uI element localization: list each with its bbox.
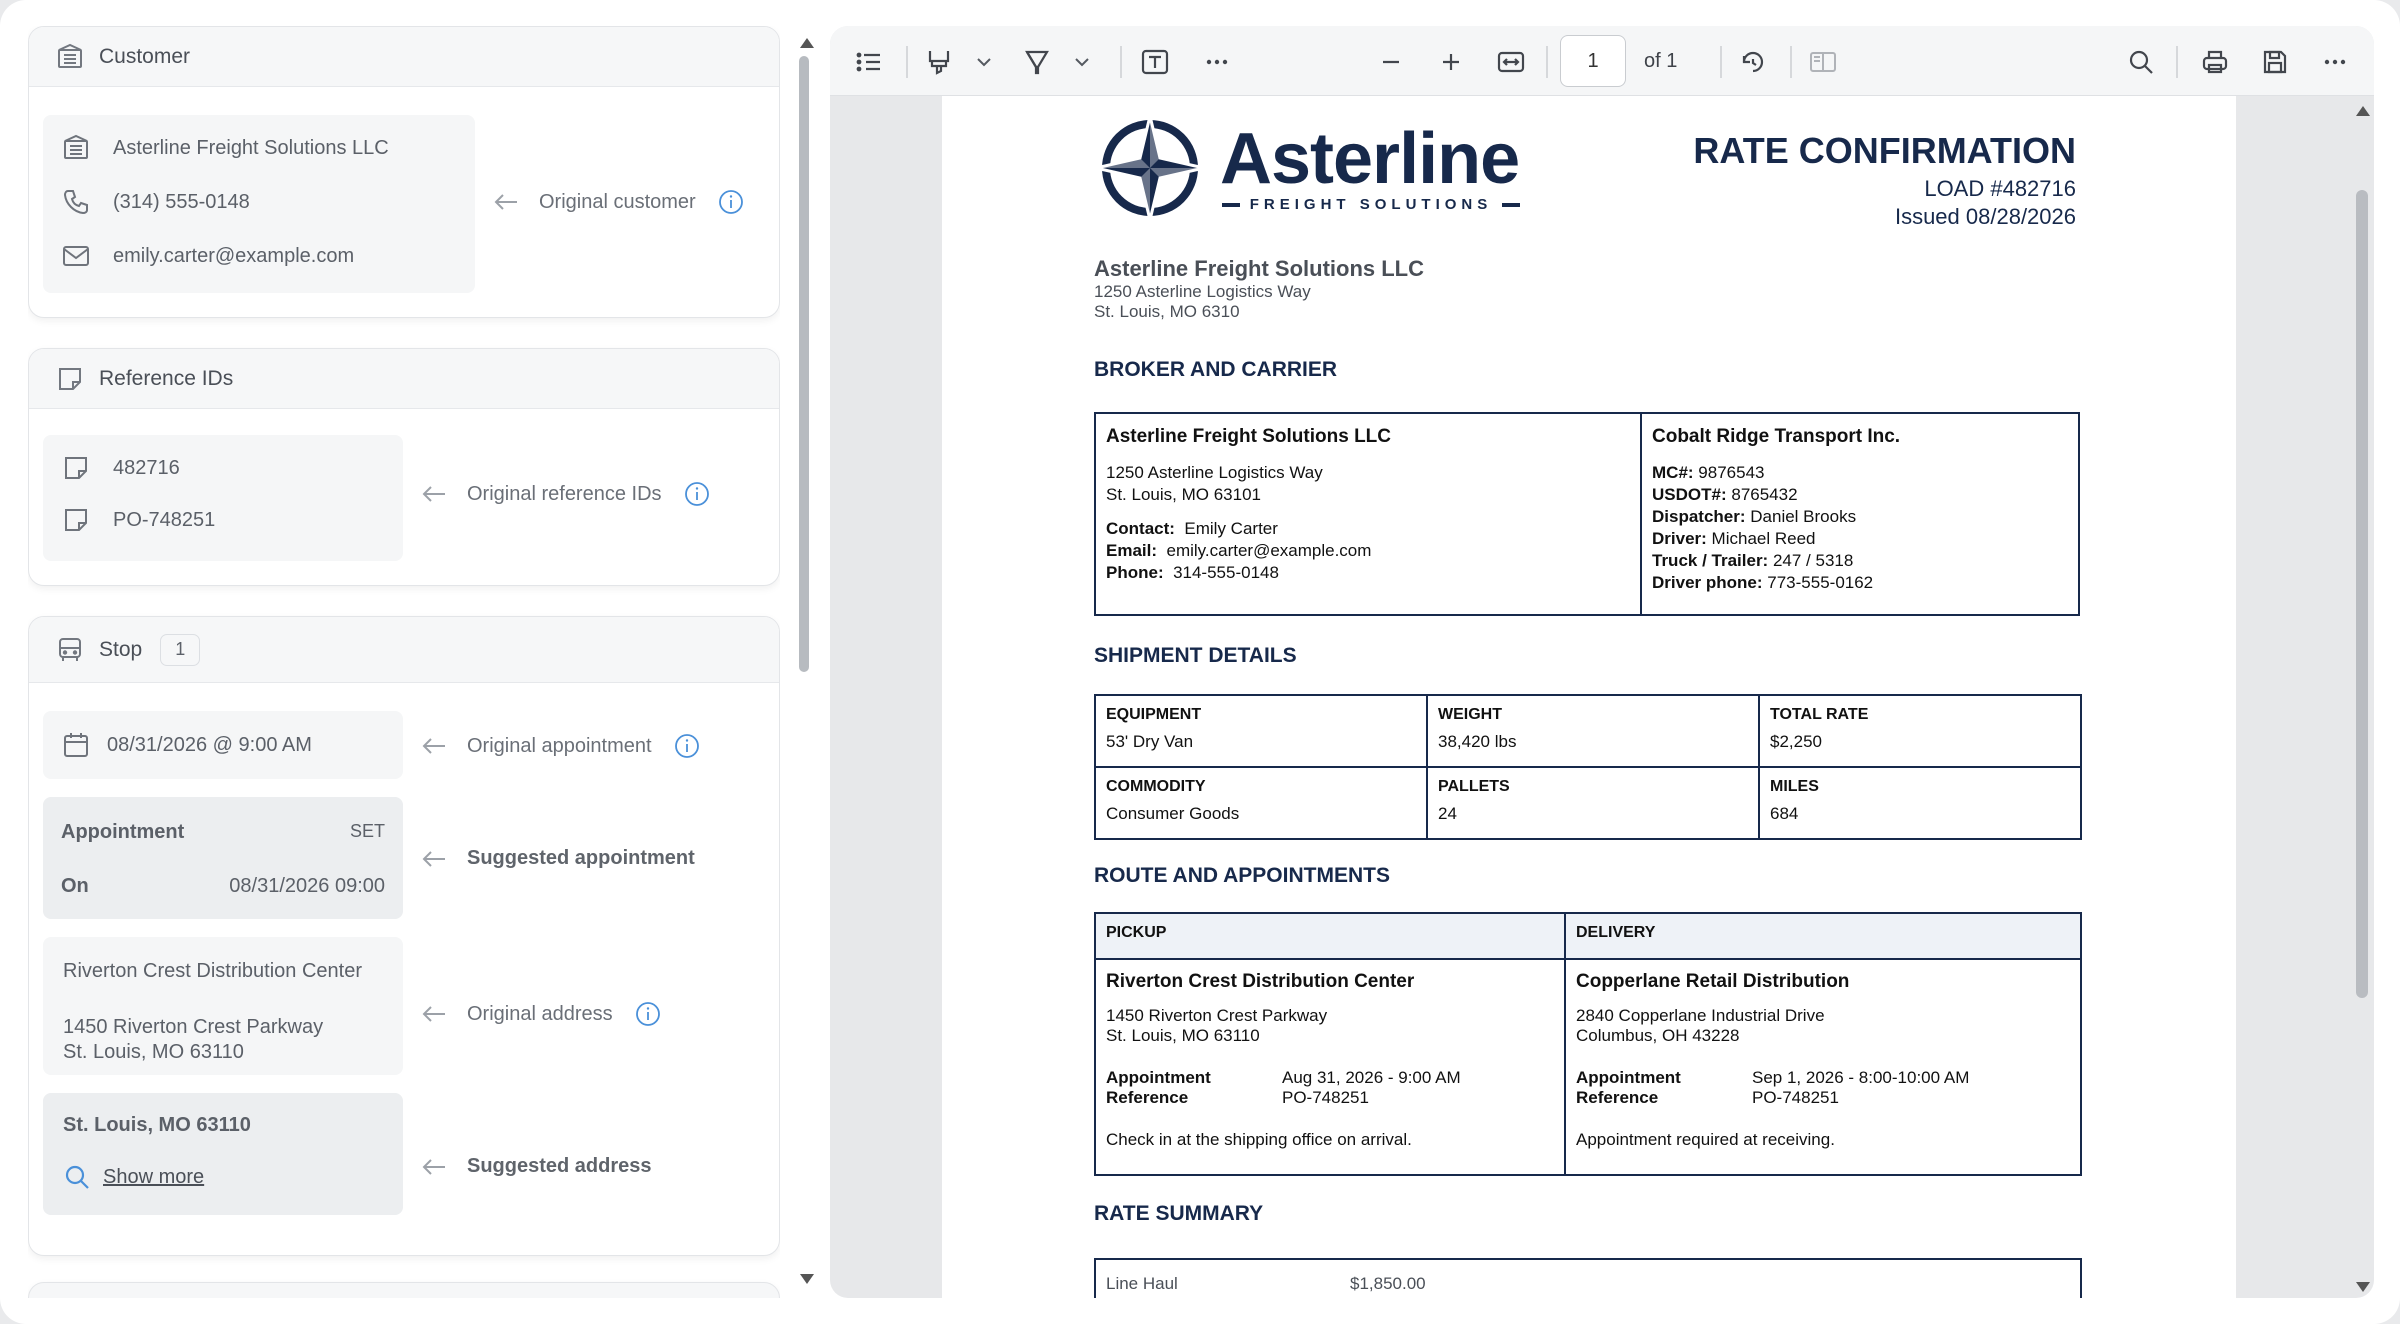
truck-icon — [55, 635, 85, 665]
shipment-cell: COMMODITY Consumer Goods — [1095, 767, 1427, 839]
sticky-note-icon — [61, 453, 91, 483]
reference-id: 482716 — [113, 456, 180, 479]
original-address-line1: 1450 Riverton Crest Parkway — [63, 1016, 324, 1038]
mail-icon — [61, 241, 91, 271]
original-appointment-label: Original appointment — [421, 733, 700, 759]
reference-id-row — [61, 453, 180, 483]
appointment-on-line: On 08/31/2026 09:00 — [61, 875, 385, 897]
scroll-down-arrow[interactable] — [800, 1274, 814, 1284]
original-address-label: Original address — [421, 1001, 661, 1027]
search-icon — [63, 1163, 91, 1191]
customer-card-header — [29, 27, 779, 87]
fit-width-icon[interactable] — [1496, 47, 1526, 77]
page-number-input[interactable]: 1 — [1560, 35, 1626, 87]
original-address-box[interactable] — [43, 937, 403, 1075]
scrollbar-thumb[interactable] — [799, 56, 809, 672]
pdf-page — [942, 96, 2236, 1298]
show-more-link[interactable]: Show more — [63, 1163, 204, 1191]
appointment-status-line: Appointment SET — [61, 821, 385, 843]
chevron-down-icon[interactable] — [1074, 56, 1090, 68]
appointment-status: SET — [349, 821, 385, 841]
building-icon — [61, 133, 91, 163]
rotate-icon[interactable] — [1738, 47, 1768, 77]
broker-carrier-table — [1094, 412, 2080, 616]
phone-icon — [61, 187, 91, 217]
original-address-line2: St. Louis, MO 63110 — [63, 1041, 244, 1063]
chevron-down-icon[interactable] — [976, 56, 992, 68]
menu-icon[interactable] — [2320, 47, 2350, 77]
logo-subtitle: FREIGHT SOLUTIONS — [1222, 196, 1520, 213]
toolbar-separator — [1120, 46, 1122, 78]
shipment-details-table — [1094, 694, 2082, 840]
info-icon[interactable] — [684, 481, 710, 507]
arrow-left-icon — [421, 736, 447, 756]
customer-phone-row — [61, 187, 250, 217]
rate-line-value: $1,850.00 — [1350, 1274, 1426, 1293]
search-icon[interactable] — [2126, 47, 2156, 77]
reference-ids-card-header — [29, 349, 779, 409]
shipment-cell: WEIGHT 38,420 lbs — [1427, 695, 1759, 767]
pdf-scrollbar[interactable] — [2352, 106, 2372, 1296]
suggested-appointment-box[interactable] — [43, 797, 403, 919]
draw-icon[interactable] — [1022, 47, 1052, 77]
reference-ids-card-title: Reference IDs — [99, 366, 234, 390]
save-icon[interactable] — [2260, 47, 2290, 77]
scrollbar-thumb[interactable] — [2356, 190, 2368, 998]
suggested-address-value: St. Louis, MO 63110 — [63, 1114, 251, 1136]
original-reference-ids-label: Original reference IDs — [421, 481, 710, 507]
print-icon[interactable] — [2200, 47, 2230, 77]
scroll-up-arrow[interactable] — [2356, 106, 2370, 116]
pickup-header: PICKUP — [1095, 913, 1565, 959]
customer-card — [28, 26, 780, 318]
text-icon[interactable] — [1140, 47, 1170, 77]
route-appointments-table — [1094, 912, 2082, 1176]
customer-email: emily.carter@example.com — [113, 244, 355, 267]
section-title-shipment: SHIPMENT DETAILS — [1094, 644, 1297, 667]
stop-card-header — [29, 617, 779, 683]
shipment-cell: EQUIPMENT 53' Dry Van — [1095, 695, 1427, 767]
customer-email-row — [61, 241, 354, 271]
stop-card-title: Stop — [99, 637, 143, 661]
next-card — [28, 1282, 780, 1298]
stop-card — [28, 616, 780, 1256]
original-customer-label: Original customer — [493, 189, 744, 215]
section-title-rate-summary: RATE SUMMARY — [1094, 1202, 1264, 1225]
pickup-cell: Riverton Crest Distribution Center 1450 Riverton Crest Parkway St. Louis, MO 63110 Appointment Aug 31, 2026 - 9:00 AM Reference PO-748251 Check in at the shipping office on arrival. — [1095, 959, 1565, 1175]
sticky-note-icon — [55, 364, 85, 394]
customer-details-box[interactable] — [43, 115, 475, 293]
customer-phone: (314) 555-0148 — [113, 190, 250, 213]
arrow-left-icon — [421, 1157, 447, 1177]
left-scrollbar[interactable] — [796, 36, 812, 1288]
pdf-viewer — [830, 26, 2374, 1298]
zoom-out-icon[interactable] — [1376, 47, 1406, 77]
pdf-toolbar — [830, 26, 2374, 96]
suggested-address-box[interactable] — [43, 1093, 403, 1215]
toc-icon[interactable] — [854, 47, 884, 77]
more-icon[interactable] — [1202, 47, 1232, 77]
original-appointment-box[interactable] — [43, 711, 403, 779]
customer-card-title: Customer — [99, 44, 191, 68]
highlight-icon[interactable] — [924, 47, 954, 77]
broker-cell: Asterline Freight Solutions LLC 1250 Asterline Logistics Way St. Louis, MO 63101 Contact: Emily Carter Email: emily.carter@example.com Phone: 314-555-0148 — [1095, 413, 1641, 615]
toolbar-separator — [906, 46, 908, 78]
suggested-address-label: Suggested address — [421, 1155, 652, 1178]
section-title-broker-carrier: BROKER AND CARRIER — [1094, 358, 1338, 381]
load-number: LOAD #482716 — [1924, 176, 2076, 201]
reference-ids-card — [28, 348, 780, 586]
customer-name: Asterline Freight Solutions LLC — [113, 136, 389, 159]
customer-name-row — [61, 133, 389, 163]
shipment-cell: MILES 684 — [1759, 767, 2081, 839]
zoom-in-icon[interactable] — [1436, 47, 1466, 77]
reference-ids-box[interactable] — [43, 435, 403, 561]
appointment-value: 08/31/2026 09:00 — [229, 875, 385, 897]
document-title: RATE CONFIRMATION — [1693, 130, 2076, 171]
sticky-note-icon — [61, 505, 91, 535]
toolbar-separator — [2176, 46, 2178, 78]
logo-wordmark: Asterline — [1220, 119, 1520, 199]
issued-date: Issued 08/28/2026 — [1894, 204, 2076, 229]
info-icon[interactable] — [635, 1001, 661, 1027]
stop-count-badge: 1 — [160, 634, 200, 666]
compass-star-icon — [1094, 116, 1206, 220]
arrow-left-icon — [421, 484, 447, 504]
arrow-left-icon — [421, 849, 447, 869]
calendar-icon — [61, 730, 91, 760]
original-appointment-row — [61, 730, 312, 760]
reference-id-row — [61, 505, 215, 535]
toolbar-separator — [1546, 46, 1548, 78]
rate-line-label: Line Haul — [1106, 1274, 1178, 1293]
pdf-page-area[interactable] — [830, 96, 2374, 1298]
info-icon[interactable] — [674, 733, 700, 759]
original-address-name: Riverton Crest Distribution Center — [63, 960, 362, 982]
page-count-label: of 1 — [1644, 50, 1678, 72]
scroll-up-arrow[interactable] — [800, 38, 814, 48]
suggested-appointment-label: Suggested appointment — [421, 847, 695, 870]
shipment-cell: PALLETS 24 — [1427, 767, 1759, 839]
arrow-left-icon — [421, 1004, 447, 1024]
original-appointment-value: 08/31/2026 @ 9:00 AM — [107, 733, 312, 756]
rate-summary-line — [1094, 1258, 2082, 1298]
company-name: Asterline Freight Solutions LLC — [1094, 256, 1425, 281]
company-address: 1250 Asterline Logistics Way St. Louis, MO 6310 — [1094, 282, 1311, 321]
toolbar-separator — [1720, 46, 1722, 78]
info-icon[interactable] — [718, 189, 744, 215]
section-title-route: ROUTE AND APPOINTMENTS — [1094, 864, 1390, 887]
arrow-left-icon — [493, 192, 519, 212]
shipment-cell: TOTAL RATE $2,250 — [1759, 695, 2081, 767]
delivery-header: DELIVERY — [1565, 913, 2081, 959]
building-icon — [55, 42, 85, 72]
carrier-cell: Cobalt Ridge Transport Inc. MC#: 9876543 USDOT#: 8765432 Dispatcher: Daniel Brooks Driver: Michael Reed Truck / Trailer: 247 / 5318 Driver phone: 773-555-0162 — [1641, 413, 2079, 615]
delivery-cell: Copperlane Retail Distribution 2840 Copperlane Industrial Drive Columbus, OH 43228 Appointment Sep 1, 2026 - 8:00-10:00 AM Reference PO-748251 Appointment required at receiving. — [1565, 959, 2081, 1175]
two-page-icon[interactable] — [1808, 47, 1838, 77]
reference-id: PO-748251 — [113, 508, 216, 531]
scroll-down-arrow[interactable] — [2356, 1282, 2370, 1292]
toolbar-separator — [1790, 46, 1792, 78]
extraction-panel — [28, 26, 780, 1298]
